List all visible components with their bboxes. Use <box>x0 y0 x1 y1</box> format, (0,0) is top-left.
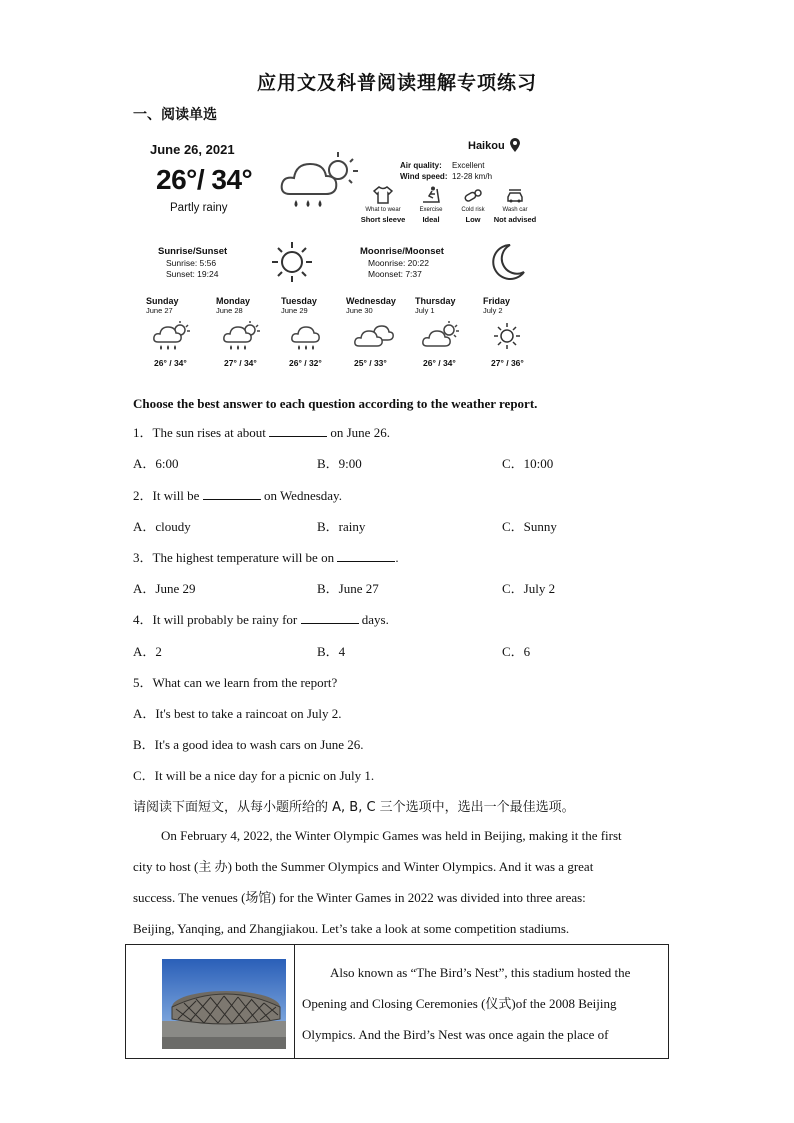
option-b[interactable]: B．rainy <box>317 519 366 534</box>
sun-icon <box>489 320 529 352</box>
index-cold: Cold risk Low <box>450 186 496 224</box>
rain-cloud-icon <box>287 320 327 352</box>
tshirt-icon <box>373 186 393 204</box>
sun-cloud-rain-icon <box>152 320 192 352</box>
sun-cloud-rain-icon <box>280 148 362 214</box>
option-b[interactable]: B．4 <box>317 644 346 659</box>
moonrise-moonset-title: Moonrise/Moonset <box>360 246 444 257</box>
wind-speed-value: 12-28 km/h <box>452 172 493 181</box>
air-quality-value: Excellent <box>452 161 485 170</box>
question-1: 1．The sun rises at about on June 26. <box>133 425 390 440</box>
option-a[interactable]: A．cloudy <box>133 519 191 534</box>
answer-blank <box>203 487 261 500</box>
sun-cloud-rain-icon <box>222 320 262 352</box>
air-wind-info <box>400 160 492 182</box>
table-divider <box>294 945 295 1058</box>
question-2: 2．It will be on Wednesday. <box>133 488 342 503</box>
option-c[interactable]: C．10:00 <box>502 456 554 471</box>
option-b[interactable]: B．9:00 <box>317 456 362 471</box>
sunrise-sunset-title: Sunrise/Sunset <box>158 246 228 257</box>
forecast-day: Thursday July 1 26° / 34° <box>415 296 479 315</box>
page-title: 应用文及科普阅读理解专项练习 <box>256 72 537 94</box>
instruction: Choose the best answer to each question according to the weather report. <box>133 396 538 411</box>
weather-report <box>138 134 558 384</box>
moonrise-moonset-times: Moonrise: 20:22 Moonset: 7:37 <box>368 258 429 279</box>
passage <box>133 820 663 944</box>
forecast-day: Monday June 28 27° / 34° <box>216 296 280 315</box>
option-b[interactable]: B．June 27 <box>317 581 379 596</box>
stadium-description: Also known as “The Bird’s Nest”, this stadium hosted the Opening and Closing Ceremonies (仪式)of the 2008 Beijing Olympics. And the Bird’s Nest was once again the place of <box>302 965 631 1042</box>
forecast-day: Sunday June 27 26° / 34° <box>146 296 210 315</box>
answer-blank <box>337 549 395 562</box>
weather-condition: Partly rainy <box>170 202 228 214</box>
pill-icon <box>463 186 483 204</box>
passage-line: Beijing, Yanqing, and Zhangjiakou. Let’s take a look at some competition stadiums. <box>133 921 570 936</box>
cloud-icon <box>352 320 396 352</box>
passage-line: On February 4, 2022, the Winter Olympic Games was held in Beijing, making it the first <box>161 828 622 843</box>
index-wash-car: Wash car Not advised <box>492 186 538 224</box>
index-exercise: Exercise Ideal <box>408 186 454 224</box>
option-a[interactable]: A．It's best to take a raincoat on July 2. <box>133 706 342 721</box>
forecast-day: Friday July 2 27° / 36° <box>483 296 547 315</box>
option-b[interactable]: B．It's a good idea to wash cars on June 26. <box>133 737 364 752</box>
reading-instruction: 请阅读下面短文，从每小题所给的 A, B, C 三个选项中，选出一个最佳选项。 <box>133 800 575 815</box>
question-4: 4．It will probably be rainy for days. <box>133 612 389 627</box>
treadmill-icon <box>421 186 441 204</box>
weather-city: Haikou <box>468 140 505 152</box>
sunrise-sunset-times: Sunrise: 5:56 Sunset: 19:24 <box>166 258 219 279</box>
sun-cloud-icon <box>421 320 465 352</box>
index-wear: What to wear Short sleeve <box>360 186 406 224</box>
weather-date: June 26, 2021 <box>150 142 235 157</box>
option-c[interactable]: C．It will be a nice day for a picnic on July 1. <box>133 768 375 783</box>
answer-blank <box>301 611 359 624</box>
option-c[interactable]: C．6 <box>502 644 531 659</box>
section-heading: 一、阅读单选 <box>133 107 217 123</box>
answer-blank <box>269 424 327 437</box>
air-quality-label: Air quality: <box>400 161 442 170</box>
car-wash-icon <box>505 186 525 204</box>
wind-speed-label: Wind speed: <box>400 172 448 181</box>
moon-icon <box>486 242 526 282</box>
option-c[interactable]: C．July 2 <box>502 581 556 596</box>
forecast-day: Wednesday June 30 25° / 33° <box>346 296 396 368</box>
stadium-table <box>125 944 669 1059</box>
passage-line: city to host (主 办) both the Summer Olympics and Winter Olympics. And it was a great <box>133 859 594 874</box>
location-pin-icon <box>510 138 520 152</box>
option-a[interactable]: A．June 29 <box>133 581 196 596</box>
sun-icon <box>270 240 314 284</box>
question-3: 3．The highest temperature will be on . <box>133 550 399 565</box>
birds-nest-photo <box>162 959 286 1049</box>
option-c[interactable]: C．Sunny <box>502 519 557 534</box>
option-a[interactable]: A．2 <box>133 644 162 659</box>
option-a[interactable]: A．6:00 <box>133 456 179 471</box>
weather-temp: 26°/ 34° <box>156 164 253 195</box>
passage-line: success. The venues (场馆) for the Winter Games in 2022 was divided into three areas: <box>133 890 586 905</box>
forecast-day: Tuesday June 29 26° / 32° <box>281 296 345 315</box>
question-5: 5．What can we learn from the report? <box>133 675 338 690</box>
